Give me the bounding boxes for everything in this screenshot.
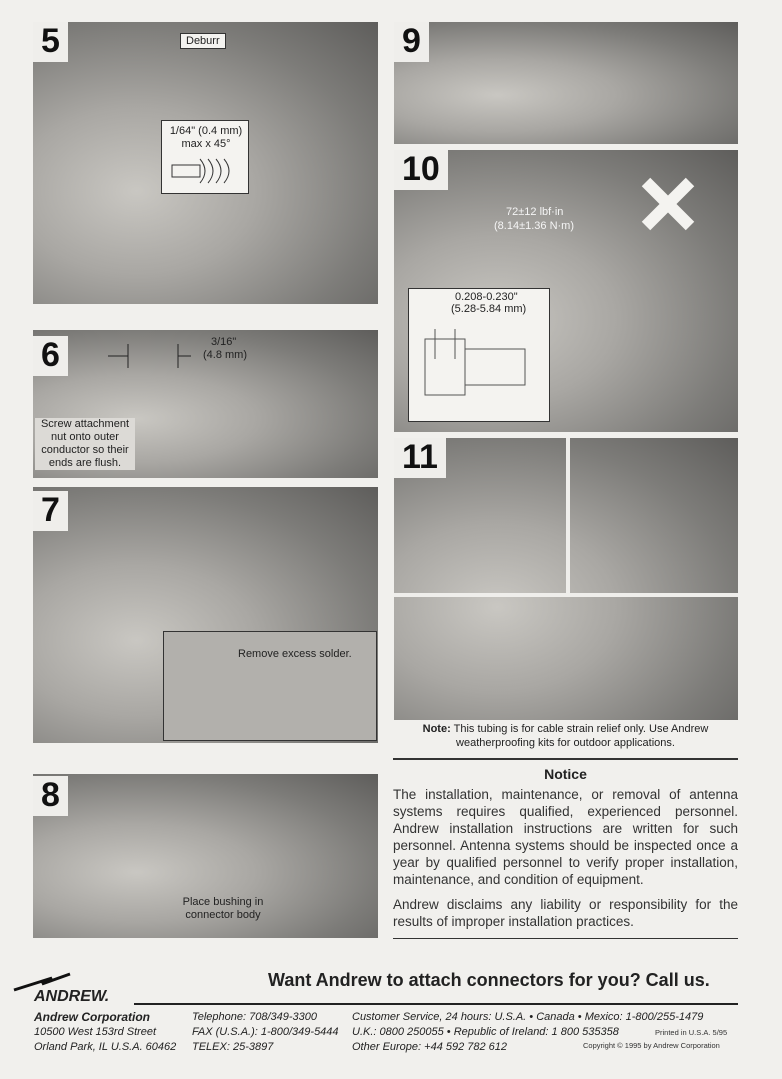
step-8-caption: Place bushing in connector body <box>182 896 264 921</box>
customer-service-1: Customer Service, 24 hours: U.S.A. • Canada • Mexico: 1-800/255-1479 <box>352 1011 704 1023</box>
dimension-arrows <box>103 340 193 370</box>
gap-line-2: (5.28-5.84 mm) <box>451 303 527 315</box>
company-name: Andrew Corporation <box>34 1010 150 1024</box>
note-label: Note: <box>422 723 451 735</box>
notice-title: Notice <box>544 766 587 782</box>
customer-service-3: Other Europe: +44 592 782 612 <box>352 1041 508 1053</box>
gap-line-1: 0.208-0.230" <box>455 291 518 303</box>
address-line-2: Orland Park, IL U.S.A. 60462 <box>34 1041 177 1053</box>
telex: TELEX: 25-3897 <box>192 1041 274 1053</box>
step-9-photo <box>394 22 738 144</box>
step-number: 5 <box>33 22 68 62</box>
torque-line-2: (8.14±1.36 N·m) <box>494 220 575 232</box>
note-text: This tubing is for cable strain relief only. Use Andrew weatherproofing kits for outdoor applications. <box>450 723 709 749</box>
step-number: 7 <box>33 491 68 531</box>
step-8-panel <box>33 774 378 938</box>
divider <box>393 758 738 760</box>
copyright: Copyright © 1995 by Andrew Corporation <box>583 1041 720 1050</box>
address-line-1: 10500 West 153rd Street <box>34 1026 157 1038</box>
divider <box>394 593 738 597</box>
gap-diagram-box <box>408 288 550 422</box>
step-10-panel <box>394 150 738 432</box>
telephone: Telephone: 708/349-3300 <box>192 1011 317 1023</box>
notice-paragraph-1: The installation, maintenance, or removal of antenna systems requires qualified, experienced personnel. Andrew installation instructions are written for such personnel. Antenna systems should be inspected once a year by qualified personnel to verify proper installation, maintenance, and condition of equipment. <box>393 787 738 887</box>
call-to-action: Want Andrew to attach connectors for you? Call us. <box>268 970 710 990</box>
step-9-panel <box>394 22 738 144</box>
deburr-label: Deburr <box>180 33 226 49</box>
notice-section <box>393 722 738 939</box>
torque-line-1: 72±12 lbf·in <box>506 206 564 218</box>
no-cross-icon <box>638 174 698 234</box>
andrew-logo: ANDREW. <box>34 988 110 1005</box>
step-number: 10 <box>394 150 448 190</box>
step-7-inset <box>163 631 377 741</box>
step-number: 11 <box>394 438 446 478</box>
conductor-diagram <box>170 155 240 187</box>
step-6-caption: Screw attachment nut onto outer conductor so their ends are flush. <box>35 418 135 470</box>
step-7-panel <box>33 487 378 743</box>
tubing-note <box>393 722 738 750</box>
deburr-spec-box <box>161 120 249 194</box>
footer-rule <box>134 1003 738 1005</box>
printed-note: Printed in U.S.A. 5/95 <box>655 1028 728 1037</box>
step-number: 8 <box>33 776 68 816</box>
divider <box>566 438 570 593</box>
notice-paragraph-2: Andrew disclaims any liability or responsibility for the results of improper installation practices. <box>393 897 738 929</box>
fax: FAX (U.S.A.): 1-800/349-5444 <box>192 1026 339 1038</box>
connector-section-diagram <box>415 319 543 415</box>
step-7-caption: Remove excess solder. <box>238 648 352 660</box>
dimension-line-1: 3/16" <box>211 336 237 348</box>
customer-service-2: U.K.: 0800 250055 • Republic of Ireland: 1 800 535358 <box>352 1026 619 1038</box>
address-column <box>34 1010 176 1055</box>
dimension-line-2: (4.8 mm) <box>203 349 247 361</box>
step-number: 6 <box>33 336 68 376</box>
divider <box>393 938 738 939</box>
spec-line-1: 1/64" (0.4 mm) <box>169 125 243 137</box>
step-6-panel <box>33 330 378 478</box>
phone-column <box>192 1010 339 1055</box>
step-number: 9 <box>394 22 429 62</box>
spec-line-2: max x 45° <box>181 138 231 150</box>
step-5-panel <box>33 22 378 304</box>
step-11-panel <box>394 438 738 720</box>
